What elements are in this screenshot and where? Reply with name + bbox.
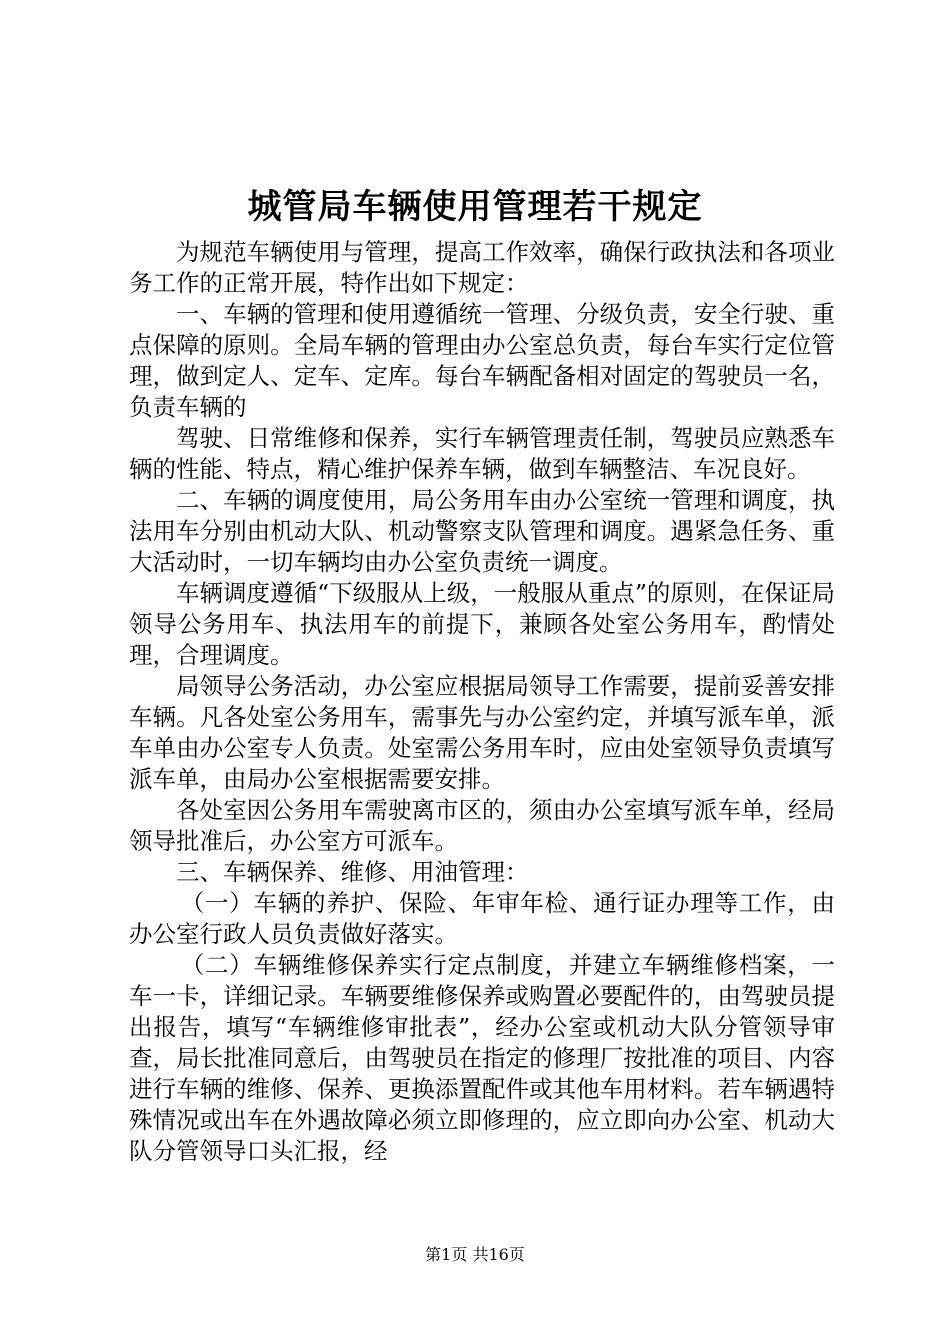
paragraph-section-2: 二、车辆的调度使用，局公务用车由办公室统一管理和调度，执法用车分别由机动大队、机动警察支队管理和调度。遇紧急任务、重大活动时，一切车辆均由办公室负责统一调度。 [129,486,835,576]
paragraph-dispatch-principle: 车辆调度遵循“下级服从上级，一般服从重点”的原则，在保证局领导公务用车、执法用车的前提下，兼顾各处室公务用车，酌情处理，合理调度。 [129,579,835,669]
paragraph-section-3: 三、车辆保养、维修、用油管理： [176,858,529,886]
paragraph-intro: 为规范车辆使用与管理，提高工作效率，确保行政执法和各项业务工作的正常开展，特作出如下规定： [129,238,835,297]
paragraph-leader-activity: 局领导公务活动，办公室应根据局领导工作需要，提前妥善安排车辆。凡各处室公务用车，需事先与办公室约定，并填写派车单，派车单由办公室专人负责。处室需公务用车时，应由处室领导负责填写派车单，由局办公室根据需要安排。 [129,672,835,793]
paragraph-section-1-cont: 驾驶、日常维修和保养，实行车辆管理责任制，驾驶员应熟悉车辆的性能、特点，精心维护保养车辆，做到车辆整洁、车况良好。 [129,424,835,483]
paragraph-subsection-2: （二）车辆维修保养实行定点制度，并建立车辆维修档案，一车一卡，详细记录。车辆要维修保养或购置必要配件的，由驾驶员提出报告，填写“车辆维修审批表”，经办公室或机动大队分管领导审查，局长批准同意后，由驾驶员在指定的修理厂按批准的项目、内容进行车辆的维修、保养、更换添置配件或其他车用材料。若车辆遇特殊情况或出车在外遇故障必须立即修理的，应立即向办公室、机动大队分管领导口头汇报，经 [129,951,835,1165]
paragraph-subsection-1: （一）车辆的养护、保险、年审年检、通行证办理等工作，由办公室行政人员负责做好落实。 [129,889,835,948]
paragraph-section-1: 一、车辆的管理和使用遵循统一管理、分级负责，安全行驶、重点保障的原则。全局车辆的管理由办公室总负责，每台车实行定位管理，做到定人、定车、定库。每台车辆配备相对固定的驾驶员一名，负责车辆的 [129,300,835,421]
document-body [129,237,835,1167]
document-title: 城管局车辆使用管理若干规定 [247,187,703,227]
page-footer: 第1页 共16页 [425,1245,525,1264]
paragraph-leave-city: 各处室因公务用车需驶离市区的，须由办公室填写派车单，经局领导批准后，办公室方可派车。 [129,796,835,855]
